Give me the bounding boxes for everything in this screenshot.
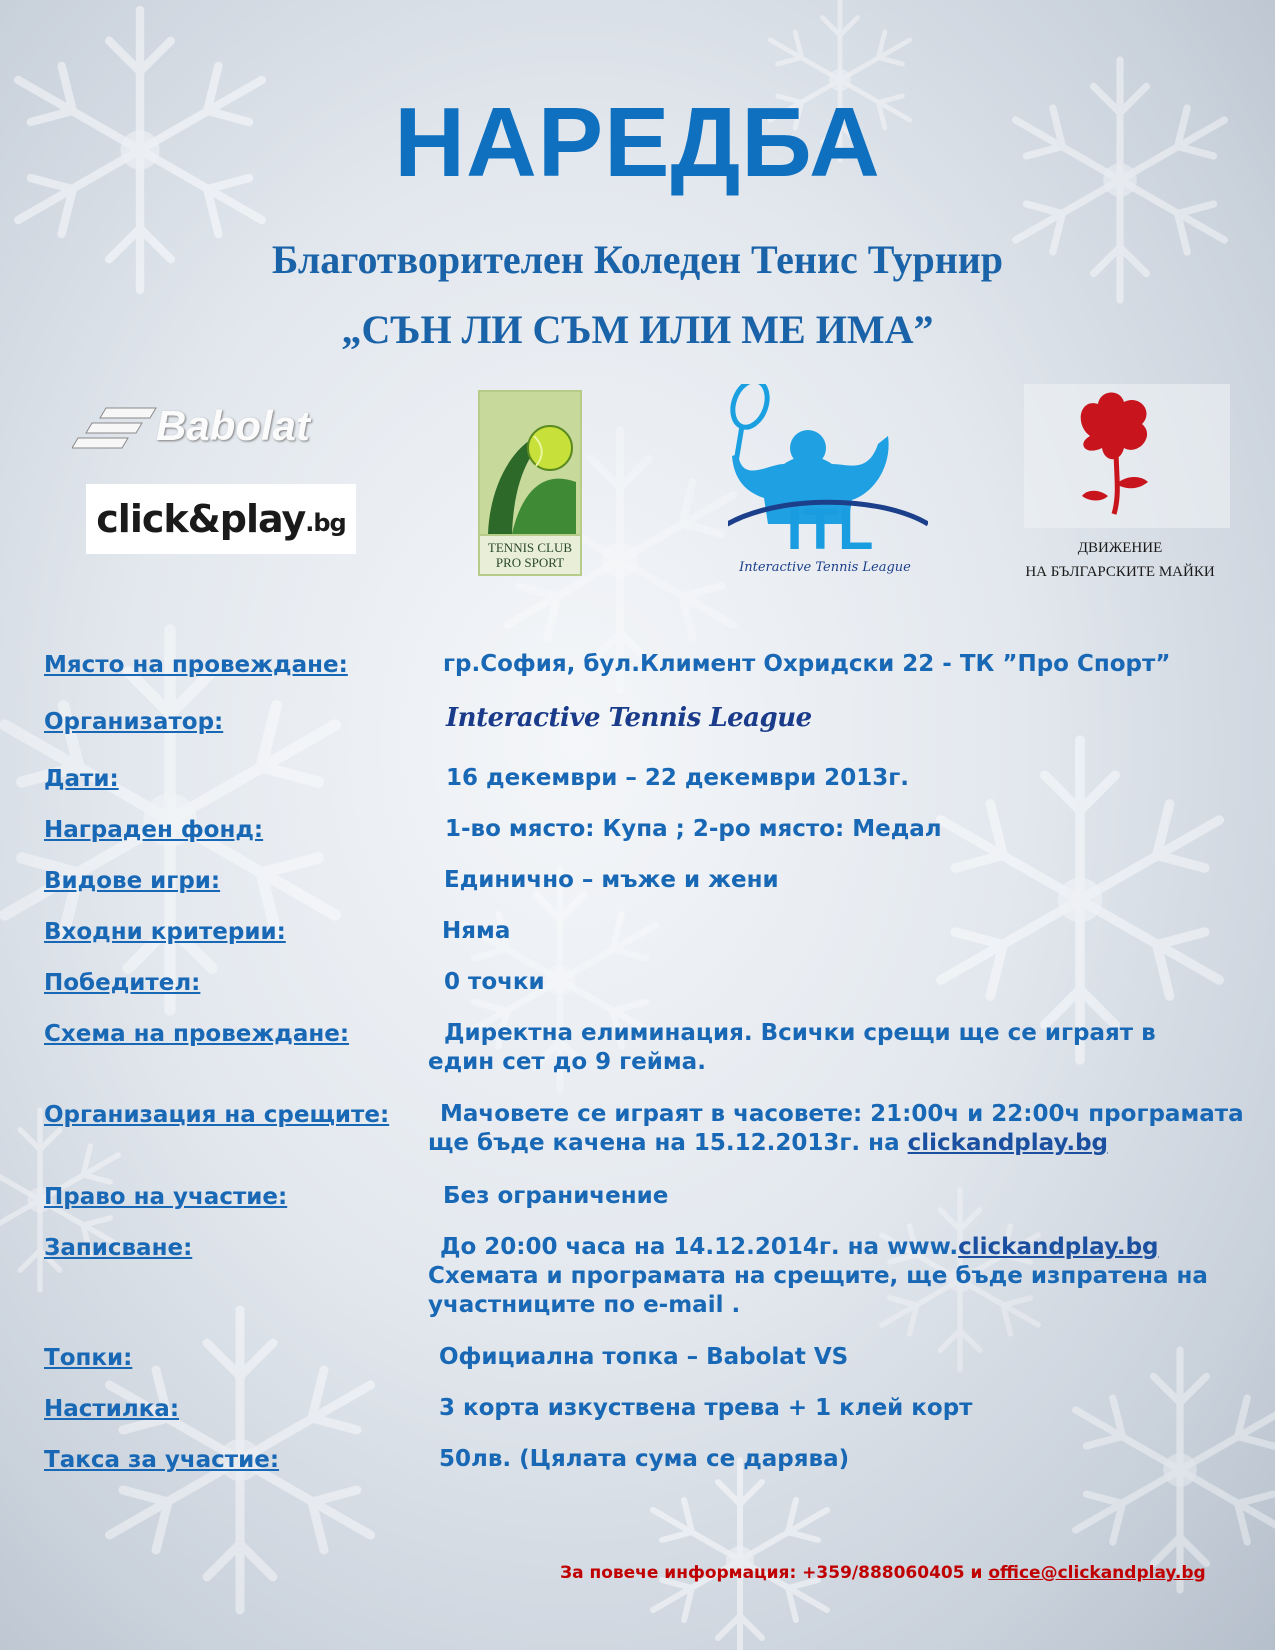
value-eligibility: Без ограничение xyxy=(443,1183,669,1209)
label-registration: Записване: xyxy=(44,1235,193,1261)
label-game-types: Видове игри: xyxy=(44,868,221,894)
value-format-line1: Директна елиминация. Всички срещи ще се играят в xyxy=(444,1020,1156,1046)
label-organizer: Организатор: xyxy=(44,709,224,735)
clickandplay-link[interactable]: clickandplay.bg xyxy=(907,1130,1109,1156)
value-registration-line1-text: До 20:00 часа на 14.12.2014г. на www. xyxy=(440,1234,959,1260)
value-format-line2: един сет до 9 гейма. xyxy=(428,1049,706,1075)
value-format xyxy=(428,1019,1156,1077)
value-registration-line3: участниците по e-mail . xyxy=(428,1292,741,1318)
contact-footer xyxy=(560,1563,1206,1583)
label-match-organization: Организация на срещите: xyxy=(44,1102,390,1128)
value-registration-line1 xyxy=(428,1233,1208,1262)
value-registration-line2: Схемата и програмата на срещите, ще бъде изпратена на xyxy=(428,1263,1208,1289)
contact-email-link[interactable]: office@clickandplay.bg xyxy=(988,1563,1206,1583)
registration-link[interactable]: clickandplay.bg xyxy=(958,1234,1159,1260)
itl-mark-text: ITL xyxy=(786,497,874,562)
dbm-logo-line1: ДВИЖЕНИЕ xyxy=(1077,540,1163,556)
dbm-logo-caption xyxy=(1000,536,1240,584)
label-format: Схема на провеждане: xyxy=(44,1021,350,1047)
label-entry-criteria: Входни критерии: xyxy=(44,919,286,945)
value-entry-fee: 50лв. (Цялата сума се дарява) xyxy=(439,1446,850,1472)
label-dates: Дати: xyxy=(44,766,119,792)
value-match-organization-line1: Мачовете се играят в часовете: 21:00ч и 22:00ч програмата xyxy=(440,1101,1244,1127)
label-balls: Топки: xyxy=(44,1345,133,1371)
value-game-types: Единично – мъже и жени xyxy=(444,867,779,893)
tournament-name: Благотворителен Коледен Тенис Турнир xyxy=(271,237,1004,282)
value-entry-criteria: Няма xyxy=(442,918,511,944)
value-prize-fund: 1-во място: Купа ; 2-ро място: Медал xyxy=(445,816,942,842)
clickplay-logo-text: click&play xyxy=(96,497,306,541)
itl-logo-caption: Interactive Tennis League xyxy=(739,560,911,575)
label-entry-fee: Такса за участие: xyxy=(44,1447,280,1473)
clickplay-logo-tld: .bg xyxy=(305,509,346,537)
tournament-motto: „СЪН ЛИ СЪМ ИЛИ МЕ ИМА” xyxy=(341,307,934,352)
label-surface: Настилка: xyxy=(44,1396,180,1422)
value-balls: Официална топка – Babolat VS xyxy=(439,1344,849,1370)
label-eligibility: Право на участие: xyxy=(44,1184,288,1210)
bulgarian-mothers-movement-logo xyxy=(1024,384,1230,528)
tennis-club-logo-line1: TENNIS CLUB xyxy=(487,540,573,555)
label-venue: Място на провеждане: xyxy=(44,652,348,678)
label-prize-fund: Награден фонд: xyxy=(44,817,264,843)
value-venue: гр.София, бул.Климент Охридски 22 - ТК ”Про Спорт” xyxy=(443,651,1171,677)
value-winner: 0 точки xyxy=(444,969,545,995)
dbm-logo-line2: НА БЪЛГАРСКИТЕ МАЙКИ xyxy=(1025,564,1215,580)
label-winner: Победител: xyxy=(44,970,201,996)
value-organizer: Interactive Tennis League xyxy=(446,703,812,733)
value-match-organization-line2-text: ще бъде качена на 15.12.2013г. на xyxy=(428,1130,908,1156)
contact-footer-text: За повече информация: +359/888060405 и xyxy=(560,1563,989,1583)
clickandplay-logo xyxy=(86,484,356,554)
babolat-logo: Babolat xyxy=(156,402,311,449)
value-surface: 3 корта изкуствена трева + 1 клей корт xyxy=(439,1395,973,1421)
value-dates: 16 декември – 22 декември 2013г. xyxy=(446,765,909,791)
page-title: НАРЕДБА xyxy=(394,87,881,197)
value-registration xyxy=(428,1233,1208,1320)
value-match-organization xyxy=(428,1100,1244,1158)
tennis-club-logo-line2: PRO SPORT xyxy=(495,555,565,570)
value-match-organization-line2 xyxy=(428,1129,1244,1158)
babolat-strings-icon xyxy=(72,406,158,452)
tennis-club-logo-text xyxy=(478,540,582,570)
